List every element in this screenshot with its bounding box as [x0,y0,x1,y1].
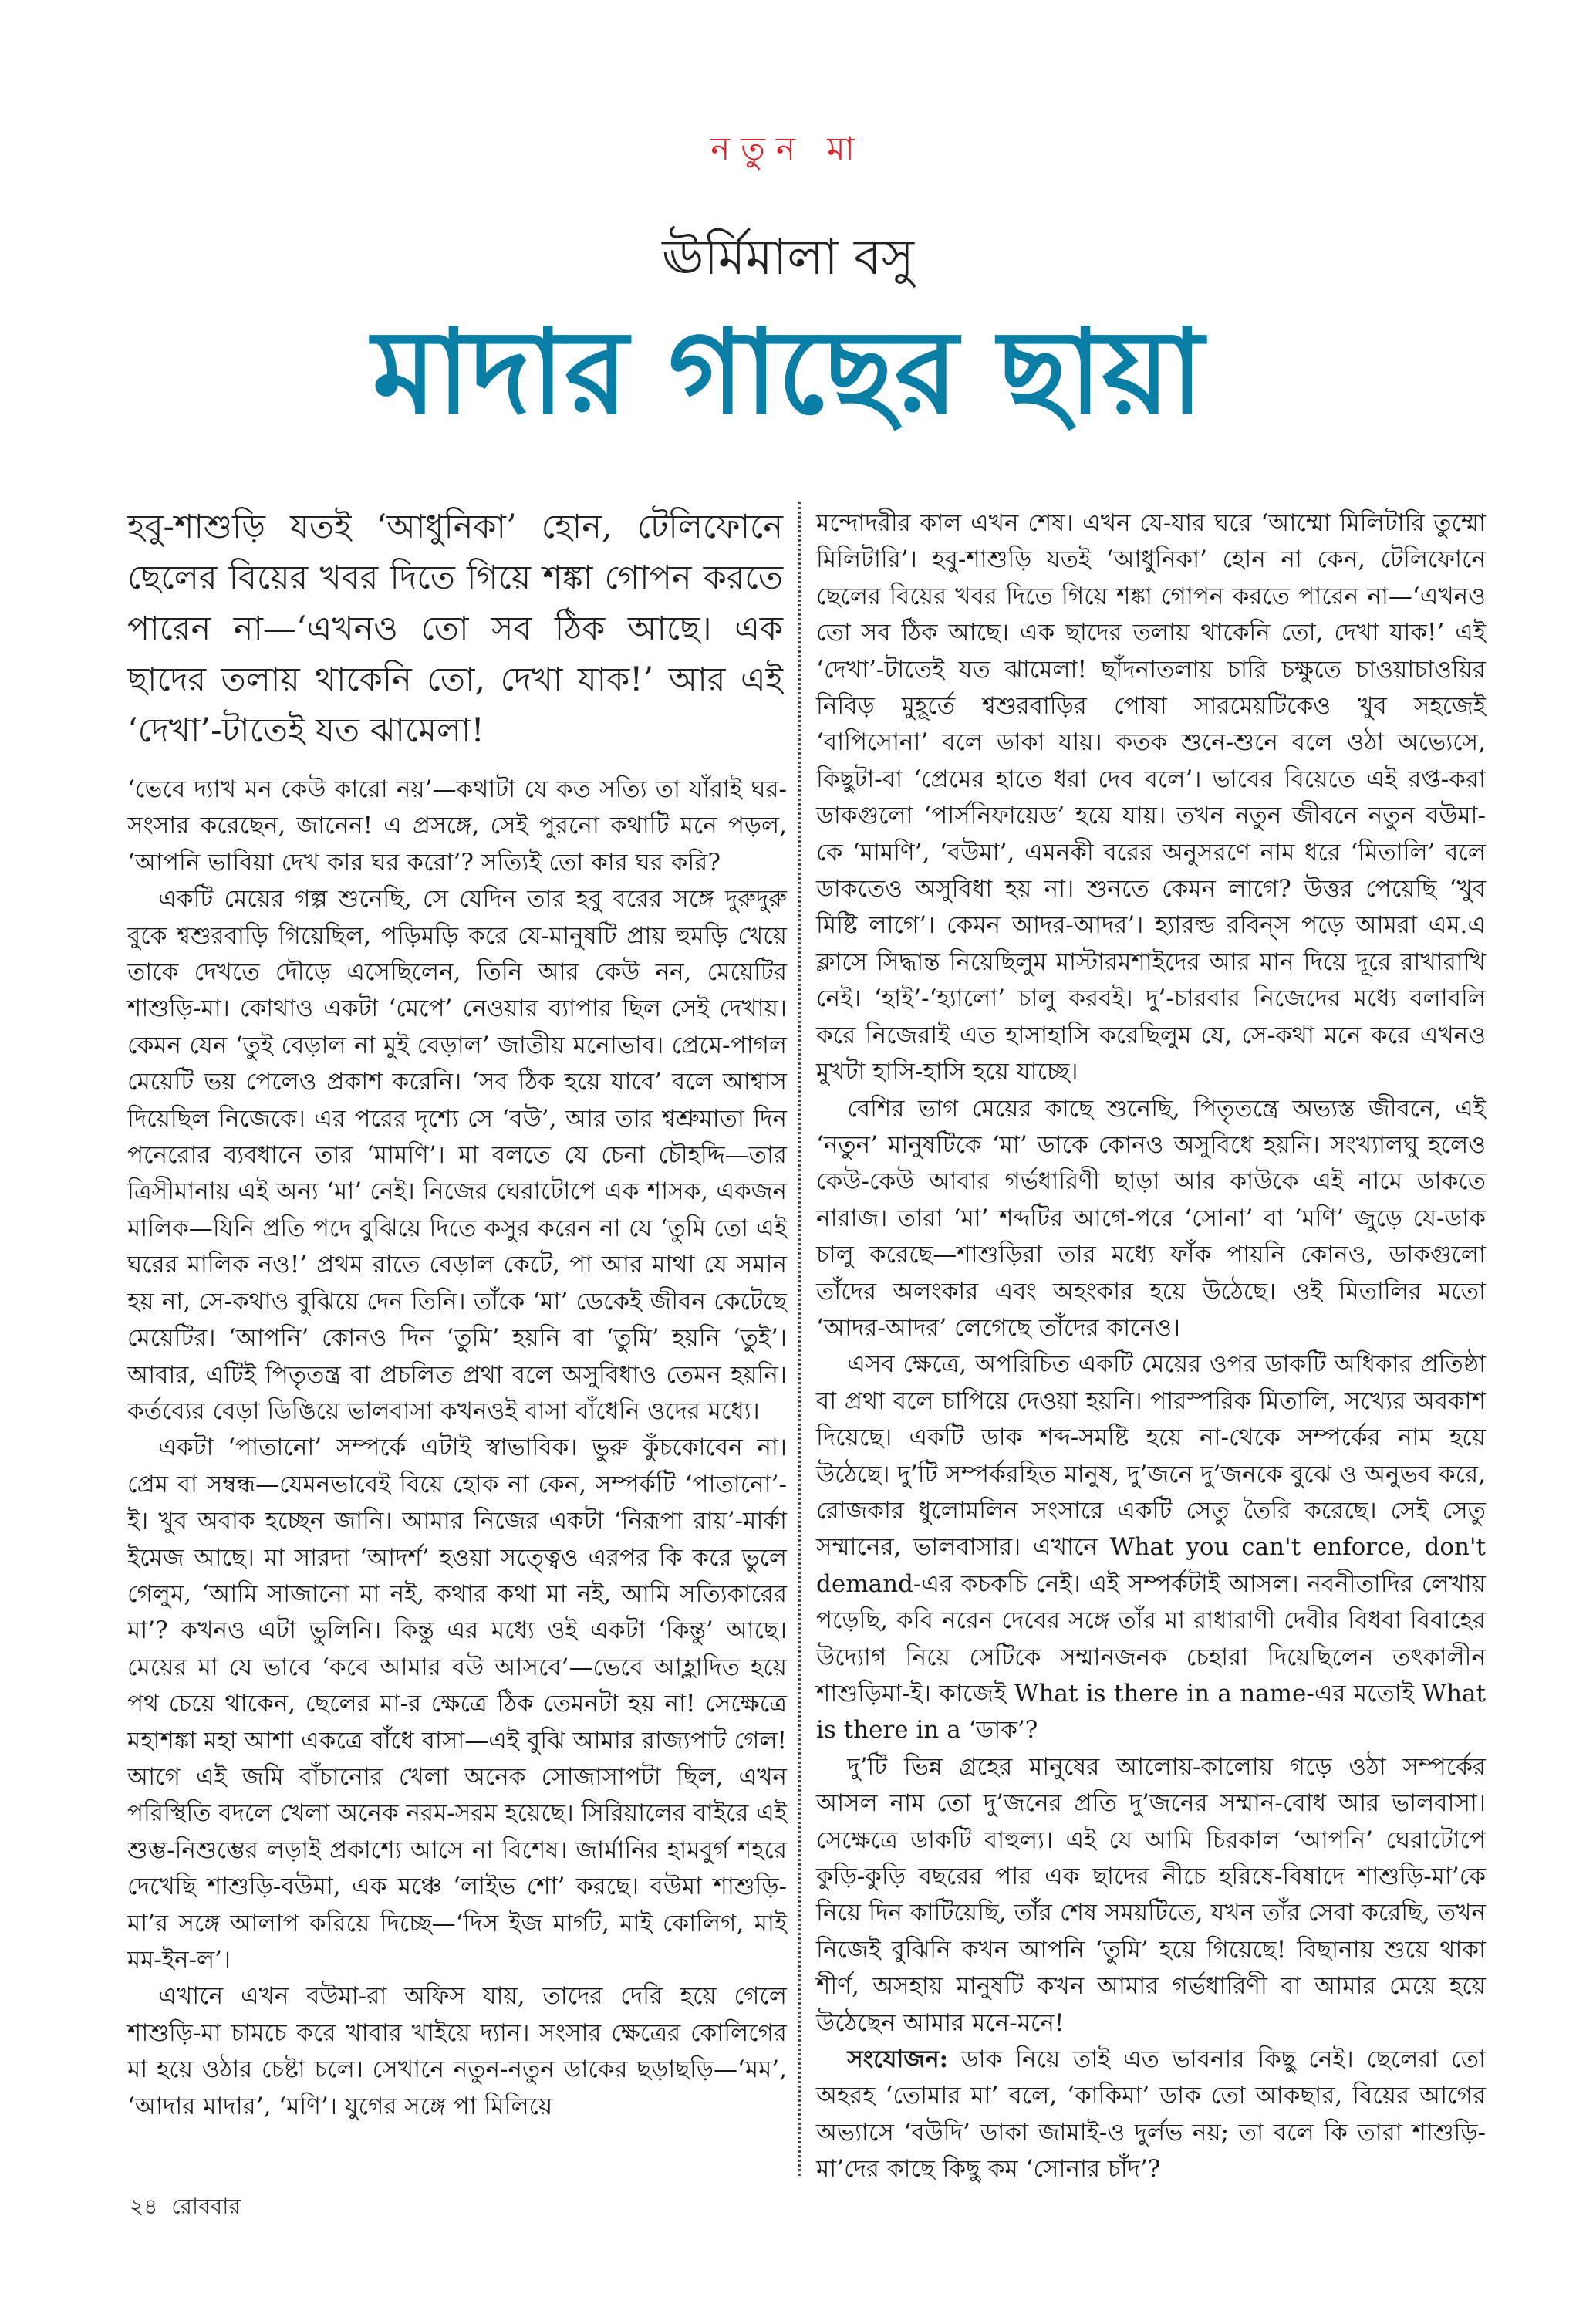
column-divider [798,502,801,2176]
paragraph: দু’টি ভিন্ন গ্রহের মানুষের আলোয়-কালোয় গড়ে ওঠা সম্পর্কের আসল নাম তো দু’জনের প্রতি দু’জনের সম্মান-বোধ আর ভালবাসা। সেক্ষেত্রে ডাকটি বাহুল্য। এই যে আমি চিরকাল ‘আপনি’ ঘেরাটোপে কুড়ি-কুড়ি বছরের পার এক ছাদের নীচে হরিষে-বিষাদে শাশুড়ি-মা’কে নিয়ে দিন কাটিয়েছি, তাঁর শেষ সময়টিতে, যখন তাঁর সেবা করেছি, তখন নিজেই বুঝিনি কখন আপনি ‘তুমি’ হয়ে গিয়েছে! বিছানায় শুয়ে থাকা শীর্ণ, অসহায় মানুষটি কখন আমার গর্ভধারিণী বা আমার মেয়ে হয়ে উঠেছেন আমার মনে-মনে! [816,1752,1486,2037]
right-column [816,505,1486,2188]
publication-name: রোববার [171,2194,241,2219]
postscript-label: সংযোজন: [847,2045,949,2074]
section-kicker: নতুন মা [710,130,866,167]
page-number: ২৪ [130,2194,158,2219]
article-title: মাদার গাছের ছায়া [372,304,1204,440]
paragraph: এসব ক্ষেত্রে, অপরিচিত একটি মেয়ের ওপর ডাকটি অধিকার প্রতিষ্ঠা বা প্রথা বলে চাপিয়ে দেওয়া হয়নি। পারস্পরিক মিতালি, সখ্যের অবকাশ দিয়েছে। একটি ডাক শব্দ-সমষ্টি হয়ে না-থেকে সম্পর্কের নাম হয়ে উঠেছে। দু’টি সম্পর্করহিত মানুষ, দু’জনে দু’জনকে বুঝে ও অনুভব করে, রোজকার ধুলোমলিন সংসারে একটি সেতু তৈরি করেছে। সেই সেতু সম্মানের, ভালবাসার। এখানে What you can't enforce, don't demand-এর কচকচি নেই। এই সম্পর্কটাই আসল। নবনীতাদির লেখায় পড়েছি, কবি নরেন দেবের সঙ্গে তাঁর মা রাধারাণী দেবীর বিধবা বিবাহের উদ্যোগ নিয়ে সেটিকে সম্মানজনক চেহারা দিয়েছিলেন তৎকালীন শাশুড়িমা-ই। কাজেই What is there in a name-এর মতোই What is there in a ‘ডাক’? [816,1350,1486,1745]
paragraph: মন্দোদরীর কাল এখন শেষ। এখন যে-যার ঘরে ‘আম্মো মিলিটারি তুম্মো মিলিটারি’। হবু-শাশুড়ি যতই ‘আধুনিকা’ হোন না কেন, টেলিফোনে ছেলের বিয়ের খবর দিতে গিয়ে শঙ্কা গোপন করতে পারেন না—‘এখনও তো সব ঠিক আছে। এক ছাদের তলায় থাকেনি তো, দেখা যাক!’ এই ‘দেখা’-টাতেই যত ঝামেলা! ছাঁদনাতলায় চারি চক্ষুতে চাওয়াচাওয়ির নিবিড় মুহূর্তে শ্বশুরবাড়ির পোষা সারমেয়টিকেও খুব সহজেই ‘বাপিসোনা’ বলে ডাকা যায়। কতক শুনে-শুনে বলে ওঠা অভ্যেসে, কিছুটা-বা ‘প্রেমের হাতে ধরা দেব বলে’। ভাবের বিয়েতে এই রপ্ত-করা ডাকগুলো ‘পার্সনিফায়েড’ হয়ে যায়। তখন নতুন জীবনে নতুন বউমা-কে ‘মামণি’, ‘বউমা’, এমনকী বরের অনুসরণে নাম ধরে ‘মিতালি’ বলে ডাকতেও অসুবিধা হয় না। শুনতে কেমন লাগে? উত্তর পেয়েছি ‘খুব মিষ্টি লাগে’। কেমন আদর-আদর’। হ্যারল্ড রবিন্‌স পড়ে আমরা এম.এ ক্লাসে সিদ্ধান্ত নিয়েছিলুম মাস্টারমশাইদের আর মান দিয়ে দূরে রাখারাখি নেই। ‘হাই’-‘হ্যালো’ চালু করবই। দু’-চারবার নিজেদের মধ্যে বলাবলি করে নিজেরাই এত হাসাহাসি করেছিলুম যে, সে-কথা মনে করে এখনও মুখটা হাসি-হাসি হয়ে যাচ্ছে। [816,509,1486,1086]
left-column [127,772,787,2125]
author-byline: ঊর্মিমালা বসু [662,229,914,286]
standfirst: হবু-শাশুড়ি যতই ‘আধুনিকা’ হোন, টেলিফোনে ছেলের বিয়ের খবর দিতে গিয়ে শঙ্কা গোপন করতে পারেন না—‘এখনও তো সব ঠিক আছে। এক ছাদের তলায় থাকেনি তো, দেখা যাক!’ আর এই ‘দেখা’-টাতেই যত ঝামেলা! [127,508,783,750]
paragraph: ‘ভেবে দ্যাখ মন কেউ কারো নয়’—কথাটা যে কত সত্যি তা যাঁরাই ঘর-সংসার করেছেন, জানেন! এ প্রসঙ্গে, সেই পুরনো কথাটি মনে পড়ল, ‘আপনি ভাবিয়া দেখ কার ঘর করো’? সত্যিই তো কার ঘর করি? [127,775,787,877]
paragraph: বেশির ভাগ মেয়ের কাছে শুনেছি, পিতৃতন্ত্রে অভ্যস্ত জীবনে, এই ‘নতুন’ মানুষটিকে ‘মা’ ডাকে কোনও অসুবিধে হয়নি। সংখ্যালঘু হলেও কেউ-কেউ আবার গর্ভধারিণী ছাড়া আর কাউকে এই নামে ডাকতে নারাজ। তারা ‘মা’ শব্দটির আগে-পরে ‘সোনা’ বা ‘মণি’ জুড়ে যে-ডাক চালু করেছে—শাশুড়িরা তার মধ্যে ফাঁক পায়নি কোনও, ডাকগুলো তাঁদের অলংকার এবং অহংকার হয়ে উঠেছে। ওই মিতালির মতো ‘আদর-আদর’ লেগেছে তাঁদের কানেও। [816,1094,1486,1342]
postscript-text: ডাক নিয়ে তাই এত ভাবনার কিছু নেই। ছেলেরা তো অহরহ ‘তোমার মা’ বলে, ‘কাকিমা’ ডাক তো আকছার, বিয়ের আগের অভ্যাসে ‘বউদি’ ডাকা জামাই-ও দুর্লভ নয়; তা বলে কি তারা শাশুড়ি-মা’দের কাছে কিছু কম ‘সোনার চাঁদ’? [816,2045,1486,2184]
paragraph: এখানে এখন বউমা-রা অফিস যায়, তাদের দেরি হয়ে গেলে শাশুড়ি-মা চামচে করে খাবার খাইয়ে দ্যান। সংসার ক্ষেত্রের কোলিগের মা হয়ে ওঠার চেষ্টা চলে। সেখানে নতুন-নতুন ডাকের ছড়াছড়ি—‘মম’, ‘আদার মাদার’, ‘মণি’। যুগের সঙ্গে পা মিলিয়ে [127,1982,787,2120]
paragraph: একটি মেয়ের গল্প শুনেছি, সে যেদিন তার হবু বরের সঙ্গে দুরুদুরু বুকে শ্বশুরবাড়ি গিয়েছিল, পড়িমড়ি করে যে-মানুষটি প্রায় হুমড়ি খেয়ে তাকে দেখতে দৌড়ে এসেছিলেন, তিনি আর কেউ নন, মেয়েটির শাশুড়ি-মা। কোথাও একটা ‘মেপে’ নেওয়ার ব্যাপার ছিল সেই দেখায়। কেমন যেন ‘তুই বেড়াল না মুই বেড়াল’ জাতীয় মনোভাব। প্রেমে-পাগল মেয়েটি ভয় পেলেও প্রকাশ করেনি। ‘সব ঠিক হয়ে যাবে’ বলে আশ্বাস দিয়েছিল নিজেকে। এর পরের দৃশ্যে সে ‘বউ’, আর তার শ্বশ্রুমাতা দিন পনেরোর ব্যবধানে তার ‘মামণি’। মা বলতে যে চেনা চৌহদ্দি—তার ত্রিসীমানায় এই অন্য ‘মা’ নেই। নিজের ঘেরাটোপে এক শাসক, একজন মালিক—যিনি প্রতি পদে বুঝিয়ে দিতে কসুর করেন না যে ‘তুমি তো এই ঘরের মালিক নও!’ প্রথম রাতে বেড়াল কেটে, পা আর মাথা যে সমান হয় না, সে-কথাও বুঝিয়ে দেন তিনি। তাঁকে ‘মা’ ডেকেই জীবন কেটেছে মেয়েটির। ‘আপনি’ কোনও দিন ‘তুমি’ হয়নি বা ‘তুমি’ হয়নি ‘তুই’। আবার, এটিই পিতৃতন্ত্র বা প্রচলিত প্রথা বলে অসুবিধাও তেমন হয়নি। কর্তব্যের বেড়া ডিঙিয়ে ভালবাসা কখনওই বাসা বাঁধেনি ওদের মধ্যে। [127,885,787,1425]
paragraph: একটা ‘পাতানো’ সম্পর্কে এটাই স্বাভাবিক। ভুরু কুঁচকোবেন না। প্রেম বা সম্বন্ধ—যেমনভাবেই বিয়ে হোক না কেন, সম্পর্কটি ‘পাতানো’-ই। খুব অবাক হচ্ছেন জানি। আমার নিজের একটা ‘নিরূপা রায়’-মার্কা ইমেজ আছে। মা সারদা ‘আদর্শ’ হওয়া সত্ত্বেও এরপর কি করে ভুলে গেলুম, ‘আমি সাজানো মা নই, কথার কথা মা নই, আমি সত্যিকারের মা’? কখনও এটা ভুলিনি। কিন্তু এর মধ্যে ওই একটা ‘কিন্তু’ আছে। মেয়ের মা যে ভাবে ‘কবে আমার বউ আসবে’—ভেবে আহ্লাদিত হয়ে পথ চেয়ে থাকেন, ছেলের মা-র ক্ষেত্রে ঠিক তেমনটা হয় না! সেক্ষেত্রে মহাশঙ্কা মহা আশা একত্রে বাঁধে বাসা—এই বুঝি আমার রাজ্যপাট গেল! আগে এই জমি বাঁচানোর খেলা অনেক সোজাসাপটা ছিল, এখন পরিস্থিতি বদলে খেলা অনেক নরম-সরম হয়েছে। সিরিয়ালের বাইরে এই শুম্ভ-নিশুম্ভের লড়াই প্রকাশ্যে আসে না বিশেষ। জার্মানির হামবুর্গ শহরে দেখেছি শাশুড়ি-বউমা, এক মঞ্চে ‘লাইভ শো’ করছে। বউমা শাশুড়ি-মা’র সঙ্গে আলাপ করিয়ে দিচ্ছে—‘দিস ইজ মার্গট, মাই কোলিগ, মাই মম-ইন-ল’। [127,1434,787,1974]
postscript [816,2042,1486,2188]
page-footer [130,2190,241,2226]
